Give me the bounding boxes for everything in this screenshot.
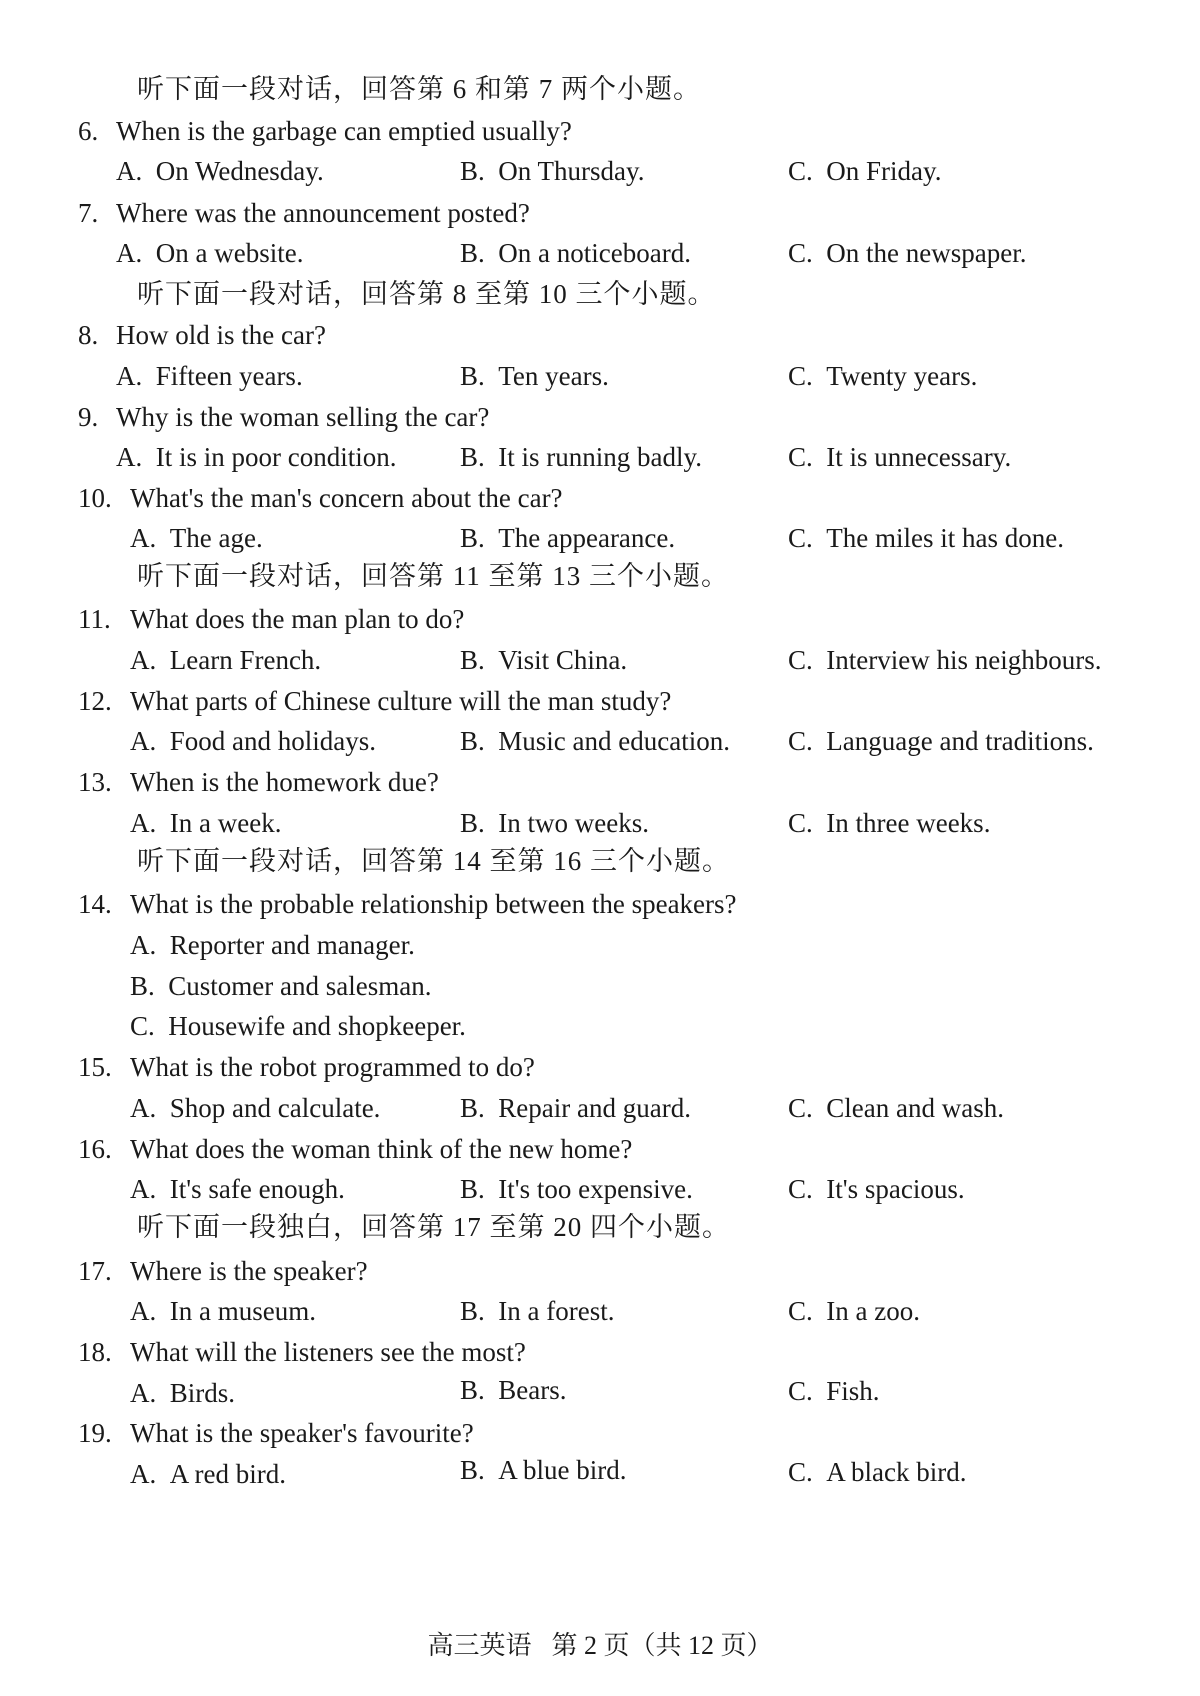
option-text: Music and education. — [498, 726, 730, 756]
option-letter: A. — [116, 156, 143, 186]
option-b[interactable] — [130, 973, 431, 1000]
question-number: 11. — [78, 604, 111, 634]
option-letter: B. — [460, 808, 485, 838]
question-text: What is the robot programmed to do? — [130, 1052, 535, 1082]
option-c[interactable] — [788, 158, 942, 185]
option-text: Clean and wash. — [826, 1093, 1004, 1123]
option-text: It is unnecessary. — [826, 442, 1012, 472]
question-text: What will the listeners see the most? — [130, 1337, 526, 1367]
option-text: Food and holidays. — [169, 726, 376, 756]
option-letter: A. — [130, 523, 157, 553]
option-b[interactable] — [460, 1095, 691, 1122]
option-letter: A. — [130, 808, 157, 838]
footer-subject: 高三英语 — [427, 1631, 532, 1660]
option-c[interactable] — [788, 1298, 920, 1325]
option-text: In a week. — [169, 808, 282, 838]
option-c[interactable] — [788, 1176, 965, 1203]
option-text: Ten years. — [498, 361, 609, 391]
option-text: In three weeks. — [826, 808, 991, 838]
option-text: Twenty years. — [826, 361, 978, 391]
option-letter: C. — [788, 726, 813, 756]
question-number: 7. — [78, 198, 99, 228]
option-b[interactable] — [460, 1298, 614, 1325]
option-text: In a forest. — [498, 1296, 615, 1326]
option-letter: C. — [788, 808, 813, 838]
section-instruction: 听下面一段对话，回答第 14 至第 16 三个小题。 — [137, 846, 730, 876]
page-footer — [0, 1633, 1200, 1659]
option-text: Fifteen years. — [155, 361, 303, 391]
question-text: What is the speaker's favourite? — [130, 1418, 474, 1448]
option-text: The age. — [169, 523, 263, 553]
option-letter: C. — [788, 523, 813, 553]
option-a[interactable] — [130, 1176, 345, 1203]
option-c[interactable] — [788, 444, 1011, 471]
option-text: On a website. — [155, 238, 304, 268]
question-stem — [78, 485, 563, 512]
question-number: 14. — [78, 889, 112, 919]
option-letter: B. — [460, 1455, 485, 1485]
option-a[interactable] — [130, 932, 415, 959]
option-letter: A. — [130, 1296, 157, 1326]
question-stem — [78, 891, 737, 918]
option-letter: A. — [130, 1174, 157, 1204]
option-letter: B. — [130, 971, 155, 1001]
option-text: It's too expensive. — [498, 1174, 693, 1204]
option-letter: C. — [788, 1296, 813, 1326]
option-c[interactable] — [788, 240, 1026, 267]
option-text: Customer and salesman. — [168, 971, 432, 1001]
question-stem — [78, 606, 464, 633]
option-a[interactable] — [130, 728, 376, 755]
section-instruction: 听下面一段对话，回答第 6 和第 7 两个小题。 — [137, 74, 701, 104]
option-c[interactable] — [788, 728, 1094, 755]
option-letter: A. — [116, 238, 143, 268]
option-letter: A. — [130, 930, 157, 960]
question-stem — [78, 769, 439, 796]
option-letter: A. — [116, 442, 143, 472]
option-text: Fish. — [826, 1376, 880, 1406]
option-letter: B. — [460, 156, 485, 186]
option-letter: A. — [130, 1378, 157, 1408]
option-letter: B. — [460, 726, 485, 756]
option-c[interactable] — [788, 1459, 967, 1486]
option-b[interactable] — [460, 647, 627, 674]
option-letter: C. — [788, 1457, 813, 1487]
option-text: The miles it has done. — [826, 523, 1064, 553]
option-c[interactable] — [788, 525, 1064, 552]
option-text: In two weeks. — [498, 808, 649, 838]
option-letter: C. — [788, 361, 813, 391]
question-number: 18. — [78, 1337, 112, 1367]
option-b[interactable] — [460, 1457, 627, 1484]
option-a[interactable] — [130, 1461, 286, 1488]
option-letter: C. — [788, 1093, 813, 1123]
option-text: Reporter and manager. — [169, 930, 415, 960]
question-text: Why is the woman selling the car? — [116, 402, 490, 432]
question-stem — [78, 404, 489, 431]
option-letter: C. — [788, 238, 813, 268]
question-number: 6. — [78, 116, 99, 146]
option-letter: B. — [460, 1296, 485, 1326]
option-text: Interview his neighbours. — [826, 645, 1102, 675]
option-b[interactable] — [460, 810, 649, 837]
question-text: Where is the speaker? — [130, 1256, 368, 1286]
option-b[interactable] — [460, 1176, 693, 1203]
question-number: 9. — [78, 402, 99, 432]
option-text: Housewife and shopkeeper. — [168, 1011, 466, 1041]
question-text: How old is the car? — [116, 320, 326, 350]
option-letter: C. — [788, 1174, 813, 1204]
option-b[interactable] — [460, 240, 691, 267]
option-text: It is running badly. — [498, 442, 702, 472]
option-letter: C. — [788, 156, 813, 186]
footer-page-number: 第 2 页（共 12 页） — [551, 1631, 773, 1660]
option-text: Birds. — [169, 1378, 236, 1408]
option-text: A red bird. — [169, 1459, 286, 1489]
section-instruction: 听下面一段对话，回答第 11 至第 13 三个小题。 — [137, 561, 729, 591]
option-text: A blue bird. — [498, 1455, 627, 1485]
option-text: It's spacious. — [826, 1174, 965, 1204]
question-number: 19. — [78, 1418, 112, 1448]
option-text: It is in poor condition. — [155, 442, 397, 472]
section-instruction: 听下面一段对话，回答第 8 至第 10 三个小题。 — [137, 279, 716, 309]
question-stem — [78, 1420, 474, 1447]
option-a[interactable] — [130, 1095, 380, 1122]
option-a[interactable] — [116, 444, 396, 471]
question-number: 12. — [78, 686, 112, 716]
question-text: What parts of Chinese culture will the man study? — [130, 686, 672, 716]
option-a[interactable] — [130, 810, 281, 837]
option-text: On a noticeboard. — [498, 238, 691, 268]
option-text: Learn French. — [169, 645, 322, 675]
option-text: In a museum. — [169, 1296, 316, 1326]
question-stem — [78, 200, 530, 227]
option-b[interactable] — [460, 158, 645, 185]
option-text: On the newspaper. — [826, 238, 1027, 268]
option-b[interactable] — [460, 728, 730, 755]
question-number: 15. — [78, 1052, 112, 1082]
option-b[interactable] — [460, 363, 609, 390]
question-stem — [78, 1136, 632, 1163]
question-stem — [78, 322, 326, 349]
question-stem — [78, 118, 572, 145]
option-letter: B. — [460, 361, 485, 391]
question-number: 13. — [78, 767, 112, 797]
question-text: What's the man's concern about the car? — [130, 483, 563, 513]
option-letter: A. — [130, 645, 157, 675]
option-letter: B. — [460, 442, 485, 472]
option-letter: C. — [788, 645, 813, 675]
question-text: Where was the announcement posted? — [116, 198, 530, 228]
question-number: 16. — [78, 1134, 112, 1164]
section-instruction: 听下面一段独白，回答第 17 至第 20 四个小题。 — [137, 1212, 730, 1242]
option-c[interactable] — [788, 810, 990, 837]
option-a[interactable] — [130, 1298, 316, 1325]
option-letter: C. — [788, 442, 813, 472]
option-c[interactable] — [788, 1095, 1004, 1122]
option-letter: A. — [130, 1093, 157, 1123]
option-text: A black bird. — [826, 1457, 967, 1487]
question-text: What is the probable relationship between the speakers? — [130, 889, 737, 919]
option-text: Shop and calculate. — [169, 1093, 381, 1123]
option-a[interactable] — [130, 525, 263, 552]
option-letter: C. — [788, 1376, 813, 1406]
option-text: Visit China. — [498, 645, 628, 675]
question-stem — [78, 688, 671, 715]
option-letter: A. — [130, 726, 157, 756]
option-a[interactable] — [116, 158, 324, 185]
question-number: 8. — [78, 320, 99, 350]
option-b[interactable] — [460, 525, 675, 552]
question-text: When is the homework due? — [130, 767, 439, 797]
option-letter: B. — [460, 1093, 485, 1123]
option-c[interactable] — [788, 363, 977, 390]
option-letter: B. — [460, 238, 485, 268]
option-letter: A. — [116, 361, 143, 391]
option-letter: B. — [460, 523, 485, 553]
option-letter: C. — [130, 1011, 155, 1041]
option-c[interactable] — [130, 1013, 466, 1040]
option-b[interactable] — [460, 444, 702, 471]
option-text: On Thursday. — [498, 156, 645, 186]
option-b[interactable] — [460, 1377, 567, 1404]
option-text: Repair and guard. — [498, 1093, 691, 1123]
option-letter: A. — [130, 1459, 157, 1489]
option-text: In a zoo. — [826, 1296, 920, 1326]
option-text: It's safe enough. — [169, 1174, 345, 1204]
question-stem — [78, 1258, 368, 1285]
option-text: Bears. — [498, 1375, 567, 1405]
question-text: When is the garbage can emptied usually? — [116, 116, 572, 146]
option-c[interactable] — [788, 647, 1101, 674]
question-number: 17. — [78, 1256, 112, 1286]
option-letter: B. — [460, 1174, 485, 1204]
option-a[interactable] — [116, 240, 303, 267]
option-text: On Friday. — [826, 156, 942, 186]
question-text: What does the man plan to do? — [130, 604, 465, 634]
question-number: 10. — [78, 483, 112, 513]
option-letter: B. — [460, 1375, 485, 1405]
option-a[interactable] — [116, 363, 303, 390]
option-text: On Wednesday. — [155, 156, 324, 186]
option-c[interactable] — [788, 1378, 880, 1405]
option-letter: B. — [460, 645, 485, 675]
option-a[interactable] — [130, 647, 321, 674]
option-text: The appearance. — [498, 523, 676, 553]
question-stem — [78, 1339, 526, 1366]
option-a[interactable] — [130, 1380, 235, 1407]
option-text: Language and traditions. — [826, 726, 1094, 756]
question-stem — [78, 1054, 535, 1081]
question-text: What does the woman think of the new home? — [130, 1134, 633, 1164]
